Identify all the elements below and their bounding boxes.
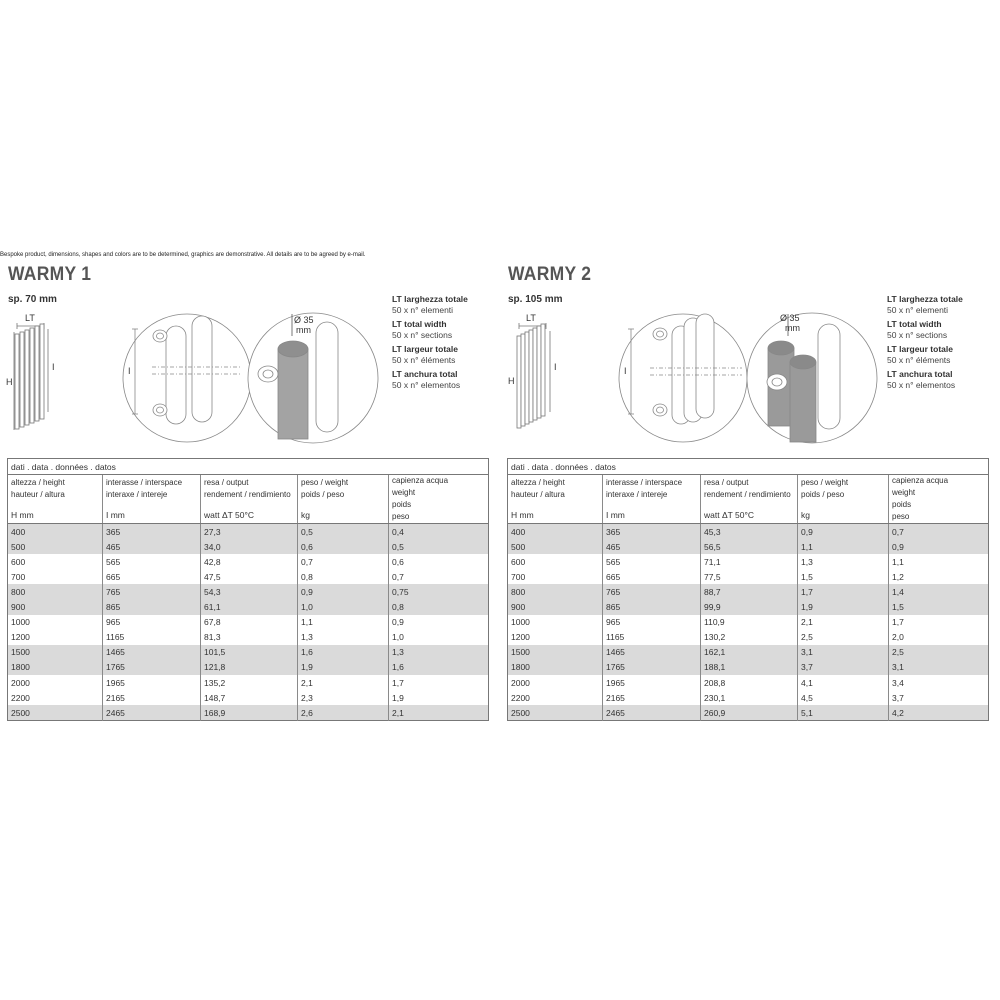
table-row [8,690,489,705]
table-cell: 365 [103,524,201,540]
table-cell: 110,9 [701,615,798,630]
table-cell: 765 [603,584,701,599]
table-row [508,524,989,540]
legend-sub: 50 x n° sections [392,330,453,340]
table-cell: 1965 [103,675,201,690]
table-cell: 600 [508,554,603,569]
table-cell: 1,1 [798,539,889,554]
table-body [508,524,989,721]
table-cell: 1,1 [889,554,989,569]
legend-item-es [887,369,995,391]
table-cell: 900 [508,600,603,615]
legend-sub: 50 x n° elementi [392,305,454,315]
table-row [8,600,489,615]
table-cell: 0,7 [389,569,489,584]
table-cell: 1,5 [798,569,889,584]
h-label: H [6,377,13,387]
table-row [8,569,489,584]
table-cell: 1,9 [798,600,889,615]
table-cell: 2500 [8,705,103,721]
table-row [8,645,489,660]
table-cell: 2000 [8,675,103,690]
table-cell: 2,1 [389,705,489,721]
table-cell: 1465 [103,645,201,660]
table-cell: 71,1 [701,554,798,569]
table-cell: 1765 [603,660,701,675]
table-cell: 1765 [103,660,201,675]
table-row [8,615,489,630]
table-cell: 0,8 [298,569,389,584]
product-warmy-2 [500,264,1000,744]
detail-circle-tube [248,313,378,443]
product-title: WARMY 1 [8,264,92,285]
i-label: I [554,362,557,372]
table-cell: 765 [103,584,201,599]
table-cell: 1,7 [389,675,489,690]
legend-title: LT anchura total [392,369,458,379]
table-cell: 900 [8,600,103,615]
table-cell: 800 [508,584,603,599]
table-cell: 1,3 [298,630,389,645]
detail-circle-tube [747,313,877,443]
table-cell: 121,8 [201,660,298,675]
legend-title: LT total width [392,319,447,329]
product-warmy-1 [0,264,500,744]
table-cell: 2465 [103,705,201,721]
header-height: altezza / height hauteur / altura H mm [8,475,103,524]
table-row [508,539,989,554]
table-cell: 101,5 [201,645,298,660]
legend-sub: 50 x n° elementos [392,380,461,390]
spec-table [507,458,989,721]
table-row [8,554,489,569]
table-cell: 2165 [603,690,701,705]
table-cell: 88,7 [701,584,798,599]
table-cell: 47,5 [201,569,298,584]
table-cell: 130,2 [701,630,798,645]
spec-table [7,458,489,721]
legend-title: LT anchura total [887,369,953,379]
table-cell: 34,0 [201,539,298,554]
lt-label: LT [526,313,536,323]
legend-title: LT largeur totale [887,344,953,354]
table-cell: 1000 [8,615,103,630]
table-row [508,630,989,645]
table-cell: 4,5 [798,690,889,705]
table-caption: dati . data . données . datos [8,459,489,475]
product-title: WARMY 2 [508,264,592,285]
table-caption-row [8,459,489,475]
table-cell: 208,8 [701,675,798,690]
detail-circle-connections [123,314,251,442]
diameter-unit: mm [296,325,311,335]
i-detail-label: I [624,366,627,376]
table-cell: 2200 [508,690,603,705]
table-header-row [8,475,489,524]
table-cell: 1200 [8,630,103,645]
table-cell: 500 [8,539,103,554]
table-cell: 1,9 [298,660,389,675]
table-cell: 61,1 [201,600,298,615]
table-cell: 665 [603,569,701,584]
table-row [508,705,989,721]
legend-title: LT larghezza totale [887,294,963,304]
table-cell: 2,6 [298,705,389,721]
header-height: altezza / height hauteur / altura H mm [508,475,603,524]
table-cell: 3,7 [798,660,889,675]
table-cell: 2465 [603,705,701,721]
legend-title: LT larghezza totale [392,294,468,304]
table-row [8,630,489,645]
width-legend [392,294,500,394]
table-cell: 77,5 [701,569,798,584]
table-cell: 465 [103,539,201,554]
diameter-label: Ø 35 [780,313,800,323]
legend-item-fr [887,344,995,366]
table-cell: 0,5 [298,524,389,540]
table-cell: 1,7 [798,584,889,599]
table-cell: 0,4 [389,524,489,540]
disclaimer-text: Bespoke product, dimensions, shapes and colors are to be determined, graphics are demonstrative. All details are to be agreed by e-mail. [0,252,366,258]
table-cell: 565 [103,554,201,569]
table-cell: 4,2 [889,705,989,721]
legend-item-fr [392,344,500,366]
table-cell: 1000 [508,615,603,630]
table-cell: 162,1 [701,645,798,660]
legend-sub: 50 x n° elementos [887,380,956,390]
detail-circle-connections [619,314,747,442]
table-cell: 500 [508,539,603,554]
table-cell: 1965 [603,675,701,690]
table-row [508,584,989,599]
table-cell: 365 [603,524,701,540]
table-cell: 188,1 [701,660,798,675]
table-cell: 1,9 [389,690,489,705]
table-row [508,569,989,584]
table-cell: 1500 [8,645,103,660]
table-row [8,705,489,721]
table-cell: 0,8 [389,600,489,615]
table-cell: 0,9 [889,539,989,554]
table-cell: 3,1 [889,660,989,675]
header-weight: peso / weight poids / peso kg [298,475,389,524]
legend-item-it [887,294,995,316]
table-cell: 0,7 [889,524,989,540]
table-cell: 5,1 [798,705,889,721]
table-cell: 168,9 [201,705,298,721]
table-cell: 1,3 [798,554,889,569]
table-cell: 965 [103,615,201,630]
table-cell: 0,7 [298,554,389,569]
table-cell: 2,5 [798,630,889,645]
table-cell: 260,9 [701,705,798,721]
table-cell: 0,6 [389,554,489,569]
table-cell: 700 [508,569,603,584]
table-cell: 81,3 [201,630,298,645]
table-cell: 2,0 [889,630,989,645]
table-body [8,524,489,721]
table-row [508,645,989,660]
table-cell: 1800 [508,660,603,675]
table-cell: 99,9 [701,600,798,615]
table-cell: 0,9 [389,615,489,630]
table-cell: 0,9 [298,584,389,599]
table-cell: 0,9 [798,524,889,540]
header-interspace: interasse / interspace interaxe / intereje I mm [603,475,701,524]
legend-item-en [887,319,995,341]
table-cell: 1,6 [298,645,389,660]
table-cell: 400 [508,524,603,540]
table-cell: 1465 [603,645,701,660]
table-row [8,524,489,540]
table-cell: 1200 [508,630,603,645]
table-row [508,675,989,690]
header-water-capacity: capienza acqua weight poids peso [389,475,489,524]
table-cell: 2,1 [298,675,389,690]
table-row [8,675,489,690]
table-cell: 0,6 [298,539,389,554]
header-weight: peso / weight poids / peso kg [798,475,889,524]
header-output: resa / output rendement / rendimiento watt ΔT 50°C [701,475,798,524]
table-cell: 2200 [8,690,103,705]
legend-title: LT total width [887,319,942,329]
radiator-front-sketch [14,323,48,430]
table-cell: 2000 [508,675,603,690]
table-cell: 1,0 [389,630,489,645]
table-cell: 865 [103,600,201,615]
table-cell: 1,7 [889,615,989,630]
table-cell: 1,6 [389,660,489,675]
legend-sub: 50 x n° sections [887,330,948,340]
lt-label: LT [25,313,35,323]
table-cell: 600 [8,554,103,569]
table-caption: dati . data . données . datos [508,459,989,475]
table-cell: 2,3 [298,690,389,705]
table-cell: 1500 [508,645,603,660]
table-row [8,660,489,675]
table-row [508,615,989,630]
i-label: I [52,362,55,372]
width-legend [887,294,995,394]
table-cell: 1800 [8,660,103,675]
table-cell: 1,4 [889,584,989,599]
table-cell: 1,2 [889,569,989,584]
table-cell: 1,5 [889,600,989,615]
table-row [508,660,989,675]
legend-item-es [392,369,500,391]
table-cell: 0,75 [389,584,489,599]
legend-sub: 50 x n° elementi [887,305,949,315]
table-cell: 565 [603,554,701,569]
table-cell: 665 [103,569,201,584]
legend-item-en [392,319,500,341]
table-cell: 1165 [603,630,701,645]
table-cell: 67,8 [201,615,298,630]
table-cell: 700 [8,569,103,584]
table-row [508,600,989,615]
table-cell: 148,7 [201,690,298,705]
radiator-diagram [0,304,390,454]
h-label: H [508,376,515,386]
product-depth: sp. 70 mm [8,294,57,305]
table-cell: 400 [8,524,103,540]
table-row [508,554,989,569]
table-cell: 0,5 [389,539,489,554]
table-cell: 27,3 [201,524,298,540]
table-cell: 2,1 [798,615,889,630]
table-cell: 1,3 [389,645,489,660]
diameter-label: Ø 35 [294,315,314,325]
legend-sub: 50 x n° éléments [392,355,456,365]
table-cell: 865 [603,600,701,615]
table-cell: 3,7 [889,690,989,705]
table-row [8,584,489,599]
table-cell: 2,5 [889,645,989,660]
table-cell: 465 [603,539,701,554]
table-cell: 56,5 [701,539,798,554]
table-cell: 800 [8,584,103,599]
table-cell: 2500 [508,705,603,721]
table-cell: 1,0 [298,600,389,615]
header-water-capacity: capienza acqua weight poids peso [889,475,989,524]
table-cell: 54,3 [201,584,298,599]
diameter-unit: mm [785,323,800,333]
table-cell: 1,1 [298,615,389,630]
table-cell: 42,8 [201,554,298,569]
table-cell: 4,1 [798,675,889,690]
radiator-diagram [500,304,890,454]
table-cell: 3,1 [798,645,889,660]
table-cell: 230,1 [701,690,798,705]
table-caption-row [508,459,989,475]
table-cell: 2165 [103,690,201,705]
table-cell: 135,2 [201,675,298,690]
legend-sub: 50 x n° éléments [887,355,951,365]
table-cell: 1165 [103,630,201,645]
i-detail-label: I [128,366,131,376]
table-header-row [508,475,989,524]
legend-title: LT largeur totale [392,344,458,354]
table-row [8,539,489,554]
header-output: resa / output rendement / rendimiento watt ΔT 50°C [201,475,298,524]
product-depth: sp. 105 mm [508,294,563,305]
radiator-front-sketch [517,323,550,428]
table-cell: 3,4 [889,675,989,690]
table-cell: 965 [603,615,701,630]
table-cell: 45,3 [701,524,798,540]
legend-item-it [392,294,500,316]
table-row [508,690,989,705]
header-interspace: interasse / interspace interaxe / intereje I mm [103,475,201,524]
